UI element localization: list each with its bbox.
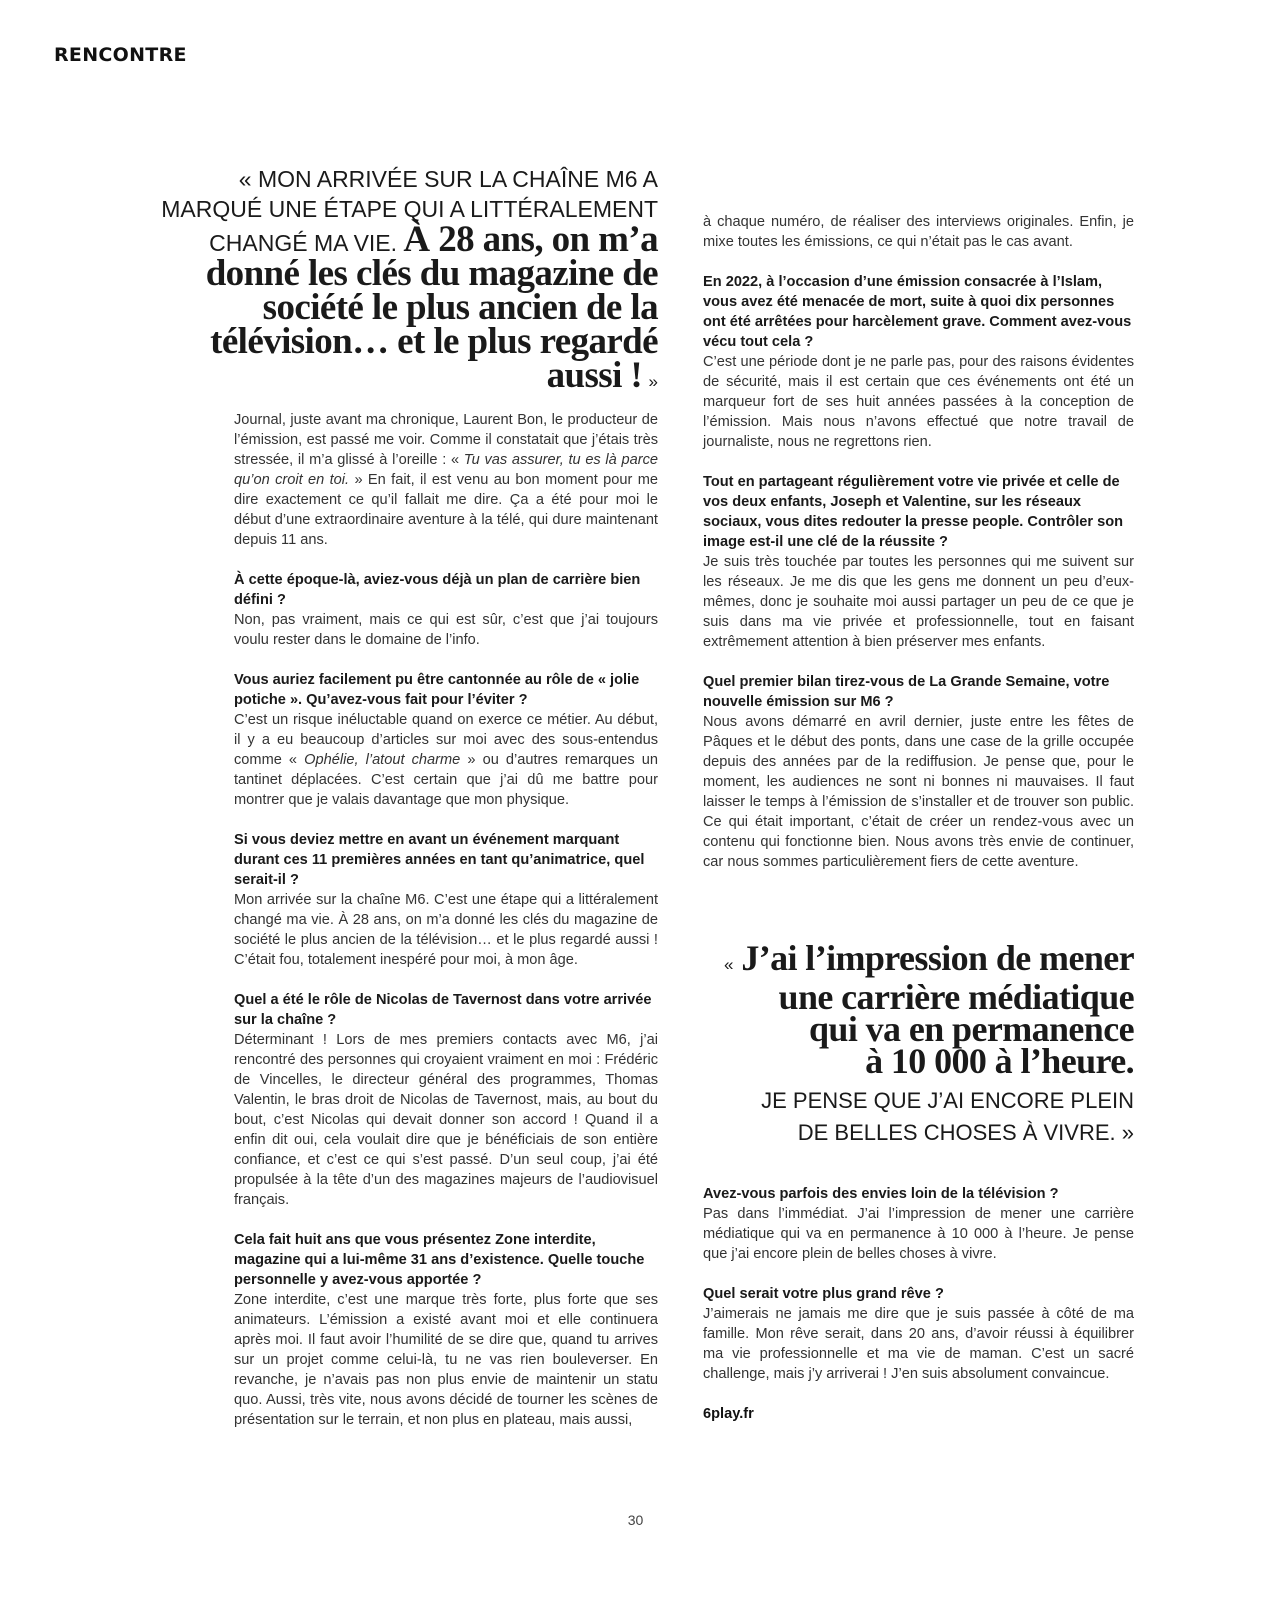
- question-2: Vous auriez facilement pu être cantonnée au rôle de « jolie potiche ». Qu’avez-vous fait pour l’éviter ?: [234, 672, 640, 708]
- pull-quote-bottom-line-4: à 10 000 à l’heure.: [865, 1041, 1134, 1081]
- question-10: Quel serait votre plus grand rêve ?: [703, 1286, 944, 1302]
- pull-quote-bottom-line-1: [690, 938, 1134, 981]
- intro-text-1: Journal, juste avant ma chronique, Laurent Bon, le producteur de l’émission, est passé me voir. Comme il constatait que j’étais très stressée, il m’a glissé à l’oreille : «: [234, 412, 658, 468]
- answer-2: [234, 710, 658, 810]
- website-link[interactable]: 6play.fr: [703, 1406, 754, 1422]
- answer-2-quote: Ophélie, l’atout charme: [304, 752, 461, 768]
- intro-paragraph: [234, 410, 658, 550]
- answer-5: Zone interdite, c’est une marque très forte, plus forte que ses animateurs. L’émission a existé avant moi et elle continuera après moi. Il faut avoir l’humilité de se dire que, quand tu arrives sur un projet comme celui-là, tu ne vas rien bouleverser. En revanche, je n’avais pas non plus envie de maintenir un statu quo. Aussi, très vite, nous avons décidé de tourner les scènes de présentation sur le terrain, et non plus en plateau, mais aussi,: [234, 1292, 658, 1428]
- pull-quote-bottom-line-1-text: J’ai l’impression de mener: [741, 938, 1134, 978]
- question-8: Quel premier bilan tirez-vous de La Grande Semaine, votre nouvelle émission sur M6 ?: [703, 674, 1110, 710]
- answer-2-text-1: C’est un risque inéluctable quand on exerce ce métier. Au début, il y a eu beaucoup d’articles sur moi avec des sous-entendus comme «: [234, 712, 658, 768]
- answer-5-continued: à chaque numéro, de réaliser des interviews originales. Enfin, je mixe toutes les émissions, ce qui n’était pas le cas avant.: [703, 214, 1134, 250]
- pull-quote-bottom-caps-2: DE BELLES CHOSES À VIVRE. »: [797, 1120, 1134, 1145]
- pull-quote-bottom: [690, 938, 1134, 1149]
- answer-7: Je suis très touchée par toutes les personnes qui me suivent sur les réseaux. Je me dis que les gens me donnent un peu d’eux-mêmes, donc je souhaite moi aussi partager un peu de ce que je suis dans ma vie privée et professionnelle, tout en faisant extrêmement attention à bien préserver mes enfants.: [703, 554, 1134, 650]
- question-4: Quel a été le rôle de Nicolas de Tavernost dans votre arrivée sur la chaîne ?: [234, 992, 652, 1028]
- question-5: Cela fait huit ans que vous présentez Zone interdite, magazine qui a lui-même 31 ans d’existence. Quelle touche personnelle y avez-vous apportée ?: [234, 1232, 645, 1288]
- answer-4: Déterminant ! Lors de mes premiers contacts avec M6, j’ai rencontré des personnes qui croyaient vraiment en moi : Frédéric de Vincelles, le directeur général des programmes, Thomas Valentin, le bras droit de Nicolas de Tavernost, mais, au bout du bout, c’est Nicolas qui devait donner son accord ! Quand il a enfin dit oui, cela voulait dire que je bénéficiais de son entière confiance, et c’est ce qui s’est passé. D’un seul coup, j’ai été propulsée à la tête d’un des magazines majeurs de l’audiovisuel français.: [234, 1032, 658, 1208]
- question-6: En 2022, à l’occasion d’une émission consacrée à l’Islam, vous avez été menacée de mort, suite à quoi dix personnes ont été arrêtées pour harcèlement grave. Comment avez-vous vécu tout cela ?: [703, 274, 1132, 350]
- question-3: Si vous deviez mettre en avant un événement marquant durant ces 11 premières années en tant qu’animatrice, quel serait-il ?: [234, 832, 645, 888]
- intro-text-2: » En fait, il est venu au bon moment pour me dire exactement ce qu’il fallait me dire. Ça a été pour moi le début d’une extraordinaire aventure à la télé, qui dure maintenant depuis 11 ans.: [234, 472, 658, 548]
- answer-9: Pas dans l’immédiat. J’ai l’impression de mener une carrière médiatique qui va en permanence à 10 000 à l’heure. Je pense que j’ai encore plein de belles choses à vivre.: [703, 1206, 1134, 1262]
- pull-quote-top: [160, 164, 658, 397]
- question-7: Tout en partageant régulièrement votre vie privée et celle de vos deux enfants, Joseph et Valentine, sur les réseaux sociaux, vous dites redouter la presse people. Contrôler son image est-il une clé de la réussite ?: [703, 474, 1124, 550]
- answer-2-text-2: » ou d’autres remarques un tantinet déplacées. C’est certain que j’ai dû me battre pour montrer que je valais davantage que mon physique.: [234, 752, 658, 808]
- left-column: [234, 410, 658, 1450]
- intro-quote: Tu vas assurer, tu es là parce qu’on croit en toi.: [234, 452, 658, 488]
- question-1: À cette époque-là, aviez-vous déjà un plan de carrière bien défini ?: [234, 572, 641, 608]
- pull-quote-bottom-caps-1: JE PENSE QUE J’AI ENCORE PLEIN: [761, 1088, 1134, 1113]
- pull-quote-bottom-line-2: une carrière médiatique: [778, 977, 1134, 1017]
- answer-6: C’est une période dont je ne parle pas, pour des raisons évidentes de sécurité, mais il est certain que ces événements ont été un marqueur fort de ses huit années passées à la conception de l’émission. Mais nous n’avons effectué que notre travail de journaliste, nous ne regrettons rien.: [703, 354, 1134, 450]
- answer-3: Mon arrivée sur la chaîne M6. C’est une étape qui a littéralement changé ma vie. À 28 ans, on m’a donné les clés du magazine de société le plus ancien de la télévision… et le plus regardé aussi ! C’était fou, totalement inespéré pour moi, à mon âge.: [234, 892, 658, 968]
- section-label: RENCONTRE: [54, 44, 187, 66]
- page-number: 30: [627, 1512, 644, 1528]
- answer-10: J’aimerais ne jamais me dire que je suis passée à côté de ma famille. Mon rêve serait, dans 20 ans, d’avoir réussi à équilibrer ma vie professionnelle et ma vie de maman. C’est un sacré challenge, mais j’y arriverai ! J’en suis absolument convaincue.: [703, 1306, 1134, 1382]
- pull-quote-top-caps: « MON ARRIVÉE SUR LA CHAÎNE M6 A MARQUÉ UNE ÉTAPE QUI A LITTÉRALEMENT CHANGÉ MA VIE.: [161, 166, 658, 256]
- pull-quote-bottom-open: «: [724, 955, 733, 974]
- right-column-bottom: [703, 1184, 1134, 1444]
- answer-1: Non, pas vraiment, mais ce qui est sûr, c’est que j’ai toujours voulu rester dans le domaine de l’info.: [234, 612, 658, 648]
- pull-quote-bottom-line-3: qui va en permanence: [809, 1009, 1134, 1049]
- pull-quote-top-close: »: [648, 372, 658, 391]
- answer-8: Nous avons démarré en avril dernier, juste entre les fêtes de Pâques et le début des ponts, dans une case de la grille occupée depuis des années par de la rediffusion. Je pense que, pour le moment, les audiences ne sont ni bonnes ni mauvaises. Il faut laisser le temps à l’émission de s’installer et de trouver son public. Ce qui était important, c’était de créer un rendez-vous avec un contenu qui fonctionne bien. Nous avons très envie de continuer, car nous sommes particulièrement fiers de cette aventure.: [703, 714, 1134, 870]
- right-column-top: [703, 212, 1134, 892]
- question-9: Avez-vous parfois des envies loin de la télévision ?: [703, 1186, 1059, 1202]
- pull-quote-top-serif: À 28 ans, on m’a donné les clés du magazine de société le plus ancien de la télévision… et le plus regardé aussi !: [205, 219, 658, 396]
